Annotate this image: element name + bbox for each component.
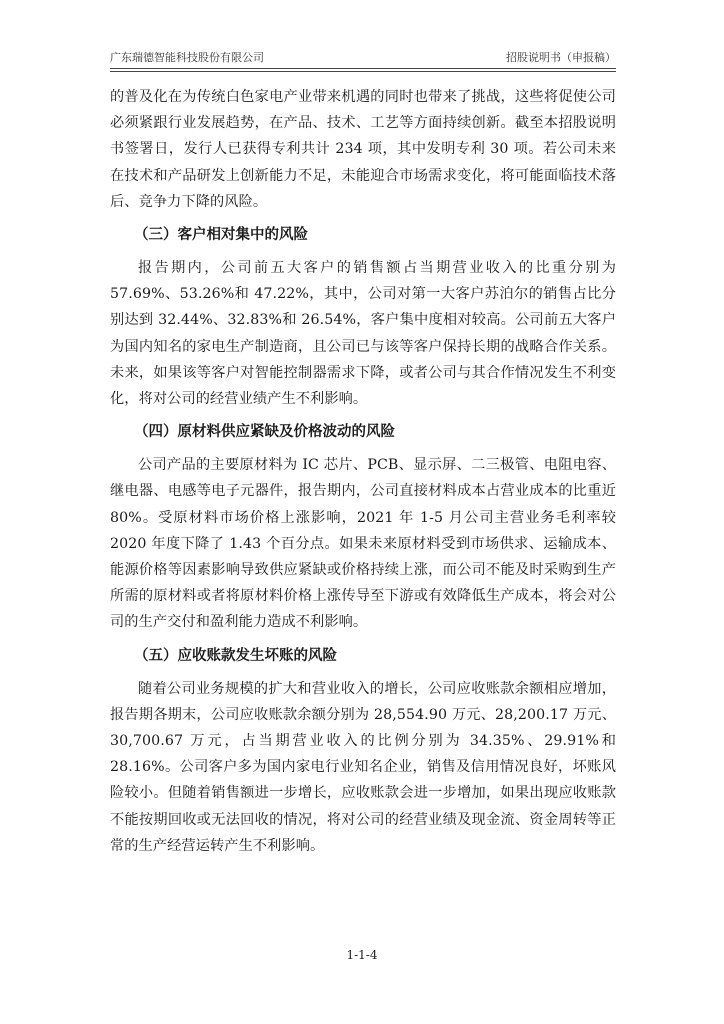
section-4-heading: （四）原材料供应紧缺及价格波动的风险 <box>134 424 395 441</box>
section-3-heading: （三）客户相对集中的风险 <box>134 227 308 244</box>
section-3-body: 报告期内，公司前五大客户的销售额占当期营业收入的比重分别为 57.69%、53.26%和 47.22%，其中，公司对第一大客户苏泊尔的销售占比分别达到 32.44%、32.83%和 26.54%，客户集中度相对较高。公司前五大客户为国内知名的家电生产制造商，且公司已与该等客户保持长期的战略合作关系。未来，如果该等客户对智能控制器需求下降，或者公司与其合作情况发生不利变化，将对公司的经营业绩产生不利影响。 <box>110 260 616 408</box>
section-4-body: 公司产品的主要原材料为 IC 芯片、PCB、显示屏、二三极管、电阻电容、继电器、电感等电子元器件，报告期内，公司直接材料成本占营业成本的比重近 80%。受原材料市场价格上涨影响，2021 年 1-5 月公司主营业务毛利率较 2020 年度下降了 1.43 个百分点。如果未来原材料受到市场供求、运输成本、能源价格等因素影响导致供应紧缺或价格持续上涨，而公司不能及时采购到生产所需的原材料或者将原材料价格上涨传导至下游或有效降低生产成本，将会对公司的生产交付和盈利能力造成不利影响。 <box>110 457 616 631</box>
header-company-name: 广东瑞德智能科技股份有限公司 <box>110 51 264 64</box>
intro-paragraph: 的普及化在为传统白色家电产业带来机遇的同时也带来了挑战，这些将促使公司必须紧跟行业发展趋势，在产品、技术、工艺等方面持续创新。截至本招股说明书签署日，发行人已获得专利共计 234 项，其中发明专利 30 项。若公司未来在技术和产品研发上创新能力不足，未能迎合市场需求变化，将可能面临技术落后、竞争力下降的风险。 <box>110 89 616 210</box>
page-header <box>110 49 616 69</box>
section-5-heading: （五）应收账款发生坏账的风险 <box>134 647 337 664</box>
section-5-body: 随着公司业务规模的扩大和营业收入的增长，公司应收账款余额相应增加，报告期各期末，公司应收账款余额分别为 28,554.90 万元、28,200.17 万元、30,700.67 万元，占当期营业收入的比例分别为 34.35%、29.91%和 28.16%。公司客户多为国内家电行业知名企业，销售及信用情况良好，坏账风险较小。但随着销售额进一步增长，应收账款会进一步增加，如果出现应收账款不能按期回收或无法回收的情况，将对公司的经营业绩及现金流、资金周转等正常的生产经营运转产生不利影响。 <box>110 680 616 854</box>
page-content <box>110 84 616 859</box>
header-document-title: 招股说明书（申报稿） <box>506 51 616 64</box>
page-number: 1-1-4 <box>346 948 378 962</box>
